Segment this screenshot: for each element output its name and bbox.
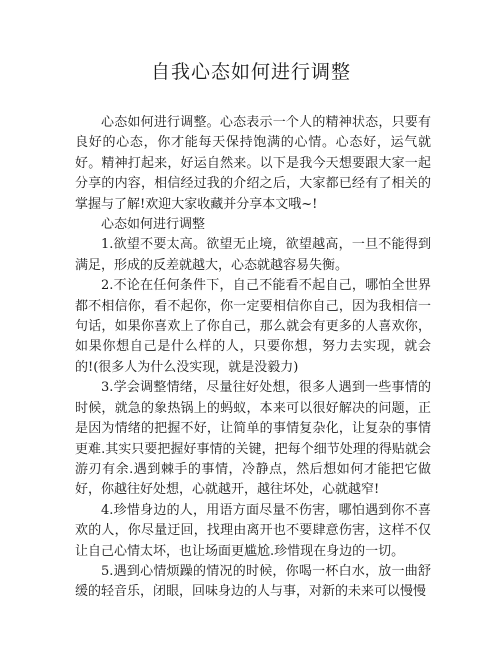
point-4-paragraph: 4.珍惜身边的人，用语方面尽量不伤害，哪怕遇到你不喜欢的人，你尽量迂回，找理由离开也不要肆意伤害，这样不仅让自己心情太坏，也让场面更尴尬.珍惜现在身边的一切。 [75, 502, 431, 559]
point-2-paragraph: 2.不论在任何条件下，自己不能看不起自己，哪怕全世界都不相信你，看不起你，你一定要相信你自己，因为我相信一句话，如果你喜欢上了你自己，那么就会有更多的人喜欢你，如果你想自己是什么样的人，只要你想，努力去实现，就会的!(很多人为什么没实现，就是没毅力) [75, 278, 431, 375]
point-3-paragraph: 3.学会调整情绪，尽量往好处想，很多人遇到一些事情的时候，就急的象热锅上的蚂蚁，本来可以很好解决的问题，正是因为情绪的把握不好，让简单的事情复杂化，让复杂的事情更难.其实只要把握好事情的关键，把每个细节处理的得贴就会游刃有余.遇到棘手的事情，冷静点，然后想如何才能把它做好，你越往好处想，心就越开，越往坏处，心就越窄! [75, 380, 431, 498]
point-5-paragraph: 5.遇到心情烦躁的情况的时候，你喝一杯白水，放一曲舒缓的轻音乐，闭眼，回味身边的人与事，对新的未来可以慢慢 [75, 563, 431, 600]
point-1-paragraph: 1.欲望不要太高。欲望无止境，欲望越高，一旦不能得到满足，形成的反差就越大，心态就越容易失衡。 [75, 237, 431, 273]
document-body [75, 113, 431, 603]
intro-paragraph: 心态如何进行调整。心态表示一个人的精神状态，只要有良好的心态，你才能每天保持饱满的心情。心态好，运气就好。精神打起来，好运自然来。以下是我今天想要跟大家一起分享的内容，相信经过我的介绍之后，大家都已经有了相关的掌握与了解!欢迎大家收藏并分享本文哦~! [75, 115, 431, 212]
section-heading: 心态如何进行调整 [101, 217, 206, 233]
document-title: 自我心态如何进行调整 [150, 61, 351, 83]
